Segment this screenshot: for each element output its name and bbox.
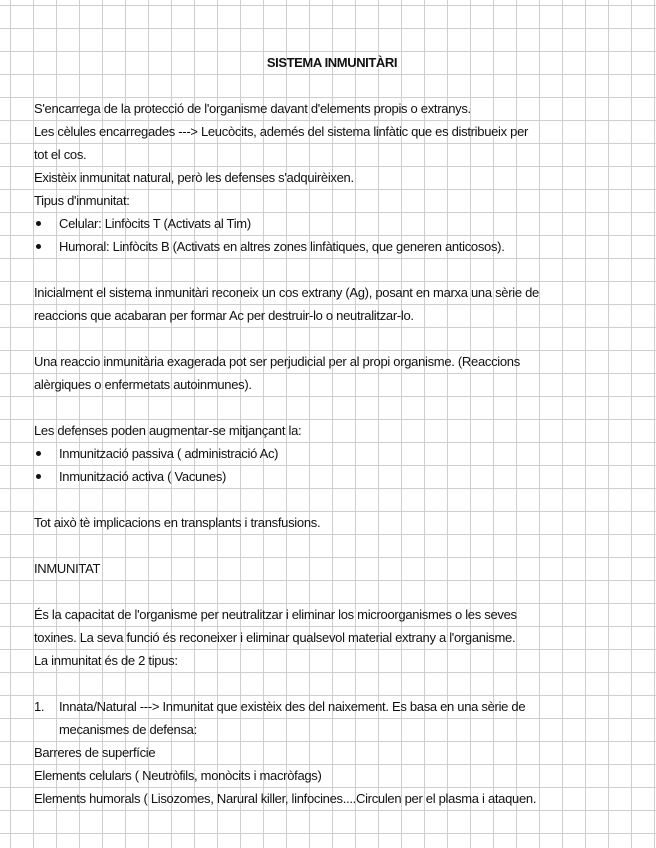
text-line: Elements humorals ( Lisozomes, Narural killer, linfocines....Circulen per el plasma i ataquen. bbox=[34, 791, 537, 806]
document-title: SISTEMA INMUNITÀRI bbox=[266, 55, 398, 70]
text-line: Una reaccio inmunitària exagerada pot ser perjudicial per al propi organisme. (Reaccions bbox=[34, 354, 520, 369]
bullet-item-celular: Celular: Linfòcits T (Activats al Tim) bbox=[34, 212, 624, 235]
text-line: Existèix inmunitat natural, però les defenses s'adquirèixen. bbox=[34, 170, 354, 185]
blank-line bbox=[34, 258, 624, 281]
bullet-item-passive: Inmunització passiva ( administració Ac) bbox=[34, 442, 624, 465]
text-line: toxines. La seva funció és reconeixer i eliminar qualsevol material extrany a l'organisme. bbox=[34, 630, 516, 645]
text-line: reaccions que acabaran per formar Ac per destruir-lo o neutralitzar-lo. bbox=[34, 308, 414, 323]
blank-line bbox=[34, 534, 624, 557]
list-number: 1. bbox=[34, 699, 45, 714]
section-heading: INMUNITAT bbox=[34, 561, 101, 576]
blank-line bbox=[34, 488, 624, 511]
blank-line bbox=[34, 672, 624, 695]
blank-line bbox=[34, 74, 624, 97]
list-item-continuation: mecanismes de defensa: bbox=[59, 722, 197, 737]
blank-line bbox=[34, 580, 624, 603]
text-line: alèrgiques o enfermetats autoinmunes). bbox=[34, 377, 252, 392]
blank-line bbox=[34, 396, 624, 419]
text-line: Inicialment el sistema inmunitàri reconeix un cos extrany (Ag), posant en marxa una sèrie de bbox=[34, 285, 539, 300]
blank-line bbox=[34, 327, 624, 350]
text-line: Les cèlules encarregades ---> Leucòcits, ademés del sistema linfàtic que es distribueix per bbox=[34, 124, 529, 139]
text-line: Barreres de superfície bbox=[34, 745, 156, 760]
text-line: És la capacitat de l'organisme per neutralitzar i eliminar los microorganismes o les seves bbox=[34, 607, 517, 622]
bullet-item-humoral: Humoral: Linfòcits B (Activats en altres zones linfàtiques, que generen anticosos). bbox=[34, 235, 624, 258]
text-line: La inmunitat és de 2 tipus: bbox=[34, 653, 178, 668]
text-line: Tipus d'inmunitat: bbox=[34, 193, 130, 208]
bullet-item-active: Inmunització activa ( Vacunes) bbox=[34, 465, 624, 488]
text-line: Elements celulars ( Neutròfils, monòcits i macròfags) bbox=[34, 768, 322, 783]
text-line: Les defenses poden augmentar-se mitjançant la: bbox=[34, 423, 302, 438]
text-line: tot el cos. bbox=[34, 147, 87, 162]
numbered-item bbox=[34, 695, 624, 718]
list-item-text: Innata/Natural ---> Inmunitat que existèix des del naixement. Es basa en una sèrie de bbox=[59, 699, 526, 714]
text-line: S'encarrega de la protecció de l'organisme davant d'elements propis o extranys. bbox=[34, 101, 471, 116]
document-page bbox=[34, 51, 624, 810]
text-line: Tot això tè implicacions en transplants i transfusions. bbox=[34, 515, 321, 530]
